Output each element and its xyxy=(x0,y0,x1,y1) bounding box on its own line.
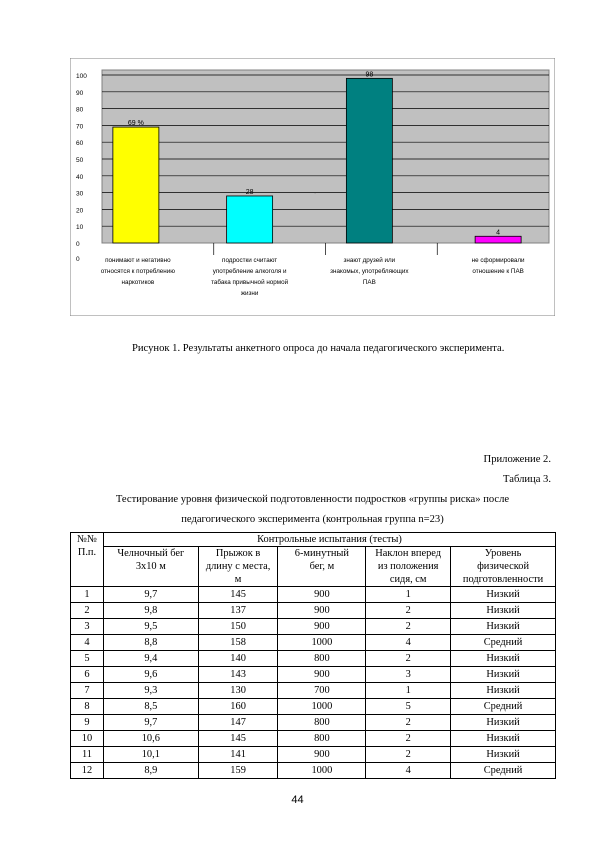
table-cell: 7 xyxy=(71,683,104,699)
y-tick-label: 50 xyxy=(76,157,84,164)
table-cell: 4 xyxy=(71,635,104,651)
table-cell: 800 xyxy=(278,651,366,667)
table-cell: Средний xyxy=(451,763,556,779)
table-cell: 150 xyxy=(198,619,278,635)
appendix-label: Приложение 2. xyxy=(483,454,551,465)
table-row xyxy=(71,587,556,603)
y-tick-label: 40 xyxy=(76,173,84,181)
table-number: Таблица 3. xyxy=(503,474,551,485)
page-number: 44 xyxy=(291,794,304,806)
table-cell: 158 xyxy=(198,635,278,651)
column-header-4-line-2: из положения xyxy=(377,561,439,572)
table-cell: 2 xyxy=(366,619,451,635)
table-row xyxy=(71,651,556,667)
table-cell: 137 xyxy=(198,603,278,619)
y-tick-label: 90 xyxy=(76,89,84,97)
table-cell: 5 xyxy=(366,699,451,715)
header-number-line-2: П.п. xyxy=(77,547,97,558)
table-cell: 900 xyxy=(278,747,366,763)
table-cell: Низкий xyxy=(451,683,556,699)
table-cell: Низкий xyxy=(451,587,556,603)
table-row xyxy=(71,619,556,635)
table-cell: 2 xyxy=(366,747,451,763)
bar-value-label: 69 % xyxy=(127,120,144,128)
column-header-1 xyxy=(103,547,198,587)
table-cell: 130 xyxy=(198,683,278,699)
table-row xyxy=(71,683,556,699)
table-cell: 143 xyxy=(198,667,278,683)
table-cell: 800 xyxy=(278,731,366,747)
table-cell: 900 xyxy=(278,603,366,619)
table-cell: Низкий xyxy=(451,731,556,747)
table-cell: 4 xyxy=(366,763,451,779)
figure-caption: Рисунок 1. Результаты анкетного опроса до начала педагогического эксперимента. xyxy=(132,343,505,354)
plot-area xyxy=(102,70,549,243)
category-label: жизни xyxy=(240,290,259,297)
table-title xyxy=(70,490,555,530)
table-cell: 1000 xyxy=(278,763,366,779)
y-tick-label: 10 xyxy=(76,224,84,232)
table-cell: 5 xyxy=(71,651,104,667)
survey-bar-chart xyxy=(70,58,555,316)
category-label: подростки считают xyxy=(222,257,278,264)
table-cell: Низкий xyxy=(451,603,556,619)
table-cell: 140 xyxy=(198,651,278,667)
table-row xyxy=(71,603,556,619)
y-tick-label: 80 xyxy=(76,106,84,114)
table-cell: Низкий xyxy=(451,715,556,731)
table-title-line-1: Тестирование уровня физической подготовленности подростков «группы риска» после xyxy=(115,494,510,505)
category-label: отношение к ПАВ xyxy=(472,268,524,275)
column-header-1-line-2: 3х10 м xyxy=(135,561,166,572)
table-header-row-1 xyxy=(71,533,556,547)
table-row xyxy=(71,699,556,715)
table-cell: 9,4 xyxy=(103,651,198,667)
y-tick-label: 30 xyxy=(76,190,84,198)
table-cell: Низкий xyxy=(451,747,556,763)
table-cell: Низкий xyxy=(451,619,556,635)
table-cell: 145 xyxy=(198,731,278,747)
table-cell: 4 xyxy=(366,635,451,651)
table-row xyxy=(71,635,556,651)
column-header-1-line-1: Челночный бег xyxy=(117,548,185,559)
category-label: табака привычной нормой xyxy=(211,279,289,286)
table-cell: 900 xyxy=(278,619,366,635)
bar xyxy=(346,78,392,243)
table-cell: 800 xyxy=(278,715,366,731)
column-header-2-line-2: длину с места, xyxy=(205,561,271,572)
column-header-5-line-3: подготовленности xyxy=(462,574,544,585)
column-header-5 xyxy=(451,547,556,587)
table-cell: Средний xyxy=(451,699,556,715)
column-header-3 xyxy=(278,547,366,587)
table-header-row-2 xyxy=(71,547,556,587)
table-cell: 9,7 xyxy=(103,587,198,603)
column-header-5-line-1: Уровень xyxy=(484,548,522,559)
category-label: относятся к потреблению xyxy=(100,268,175,275)
table-cell: 9,7 xyxy=(103,715,198,731)
category-label: понимают и негативно xyxy=(105,257,171,264)
table-cell: 145 xyxy=(198,587,278,603)
table-cell: 700 xyxy=(278,683,366,699)
table-cell: 10,6 xyxy=(103,731,198,747)
table-cell: 3 xyxy=(366,667,451,683)
table-cell: 1 xyxy=(71,587,104,603)
header-tests-group: Контрольные испытания (тесты) xyxy=(103,533,555,547)
table-cell: 1000 xyxy=(278,635,366,651)
table-cell: 10,1 xyxy=(103,747,198,763)
table-cell: 900 xyxy=(278,667,366,683)
table-cell: 8 xyxy=(71,699,104,715)
header-number-line-1: №№ xyxy=(77,534,97,545)
table-cell: 147 xyxy=(198,715,278,731)
column-header-3-line-1: 6-минутный xyxy=(294,548,349,559)
table-cell: Средний xyxy=(451,635,556,651)
table-cell: 141 xyxy=(198,747,278,763)
category-label: не сформировали xyxy=(471,257,525,264)
table-cell: 160 xyxy=(198,699,278,715)
table-cell: 2 xyxy=(71,603,104,619)
table-cell: 3 xyxy=(71,619,104,635)
y-stray-label: 0 xyxy=(76,256,80,263)
bar xyxy=(227,196,273,243)
table-cell: 11 xyxy=(71,747,104,763)
table-cell: 9,3 xyxy=(103,683,198,699)
table-cell: 2 xyxy=(366,603,451,619)
stray-mark: - xyxy=(314,190,317,197)
table-body xyxy=(71,587,556,779)
table-cell: 9 xyxy=(71,715,104,731)
table-cell: 6 xyxy=(71,667,104,683)
column-header-4 xyxy=(366,547,451,587)
table-row xyxy=(71,667,556,683)
header-number xyxy=(71,533,104,587)
table-cell: 2 xyxy=(366,651,451,667)
y-tick-label: 60 xyxy=(76,140,84,148)
table-cell: 10 xyxy=(71,731,104,747)
column-header-4-line-3: сидя, см xyxy=(389,574,427,585)
column-header-3-line-2: бег, м xyxy=(309,561,335,572)
table-cell: 1000 xyxy=(278,699,366,715)
table-row xyxy=(71,763,556,779)
fitness-test-table xyxy=(70,532,556,779)
column-header-2-line-3: м xyxy=(234,574,242,585)
bar-value-label: 28 xyxy=(245,188,254,196)
y-tick-label: 0 xyxy=(76,241,80,248)
bar-value-label: 98 xyxy=(365,71,374,79)
bar xyxy=(113,127,159,243)
table-cell: 9,8 xyxy=(103,603,198,619)
table-cell: 900 xyxy=(278,587,366,603)
y-tick-label: 70 xyxy=(76,123,84,131)
category-label: знакомых, употребляющих xyxy=(330,268,409,275)
table-row xyxy=(71,747,556,763)
bar xyxy=(475,236,521,243)
column-header-5-line-2: физической xyxy=(477,561,530,572)
table-cell: 9,5 xyxy=(103,619,198,635)
table-cell: 8,5 xyxy=(103,699,198,715)
category-label: знают друзей или xyxy=(343,257,396,264)
table-cell: 1 xyxy=(366,683,451,699)
table-cell: 12 xyxy=(71,763,104,779)
table-cell: 2 xyxy=(366,731,451,747)
category-label: ПАВ xyxy=(362,279,376,286)
column-header-4-line-1: Наклон вперед xyxy=(375,548,442,559)
bar-value-label: 4 xyxy=(496,229,501,237)
table-cell: 9,6 xyxy=(103,667,198,683)
column-header-2 xyxy=(198,547,278,587)
y-tick-label: 20 xyxy=(76,207,84,215)
y-tick-label: 100 xyxy=(76,73,87,80)
column-header-2-line-1: Прыжок в xyxy=(215,548,261,559)
category-label: наркотиков xyxy=(121,279,155,286)
table-cell: Низкий xyxy=(451,667,556,683)
table-cell: 8,9 xyxy=(103,763,198,779)
table-cell: Низкий xyxy=(451,651,556,667)
table-title-line-2: педагогического эксперимента (контрольная группа n=23) xyxy=(181,514,444,525)
category-label: употребление алкоголя и xyxy=(212,268,287,275)
table-cell: 2 xyxy=(366,715,451,731)
table-cell: 1 xyxy=(366,587,451,603)
table-cell: 159 xyxy=(198,763,278,779)
table-cell: 8,8 xyxy=(103,635,198,651)
table-row xyxy=(71,715,556,731)
chart-svg xyxy=(70,58,555,316)
table-row xyxy=(71,731,556,747)
